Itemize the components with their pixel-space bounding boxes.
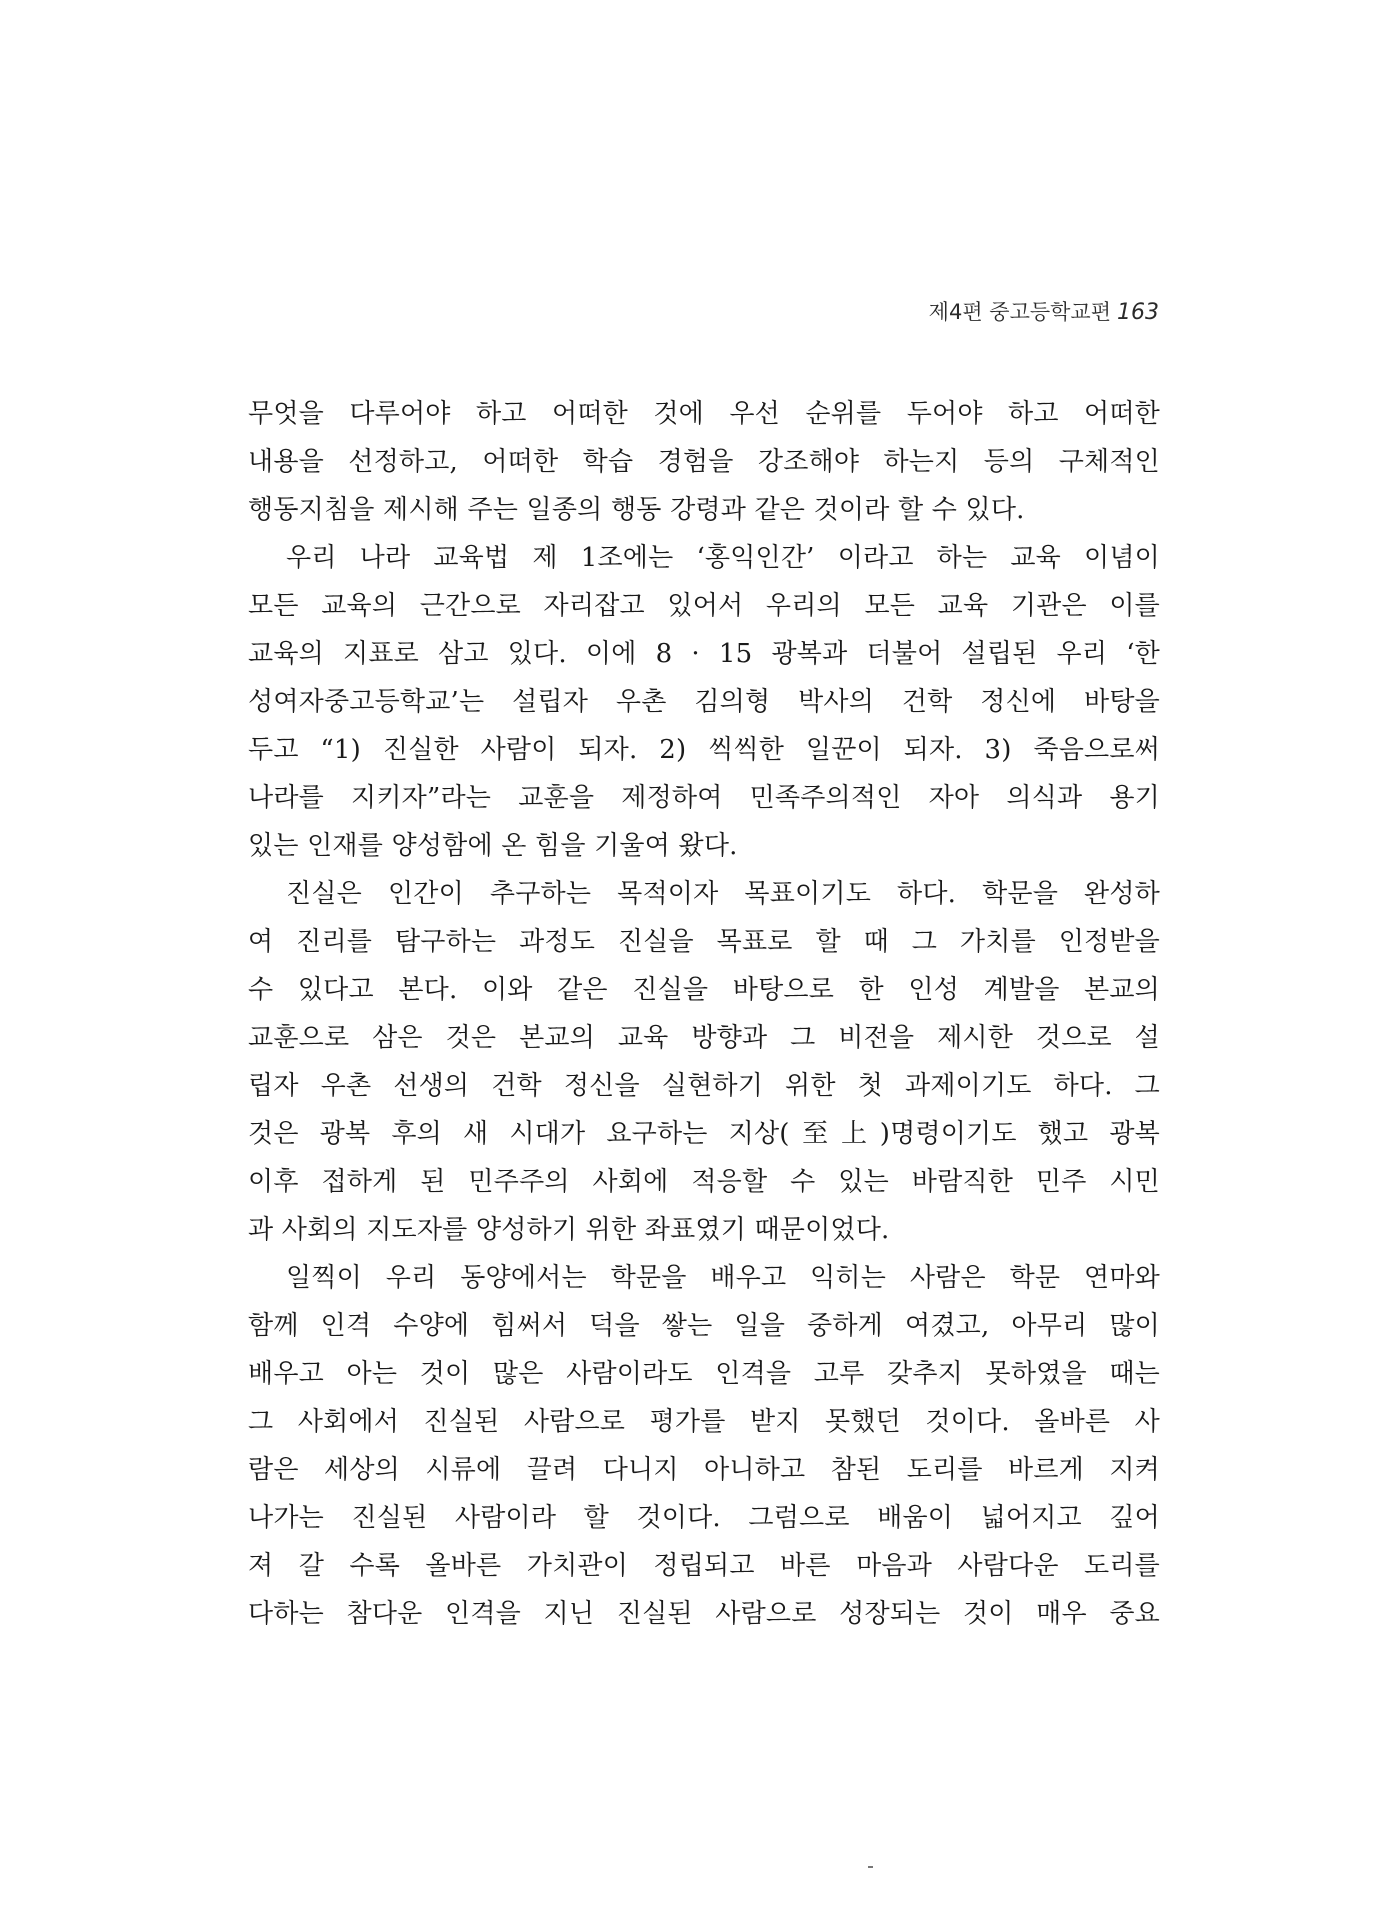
text-line: 져 갈 수록 올바른 가치관이 정립되고 바른 마음과 사람다운 도리를	[248, 1551, 1160, 1581]
text-line: 배우고 아는 것이 많은 사람이라도 인격을 고루 갖추지 못하였을 때는	[248, 1359, 1160, 1389]
section-title: 제4편 중고등학교편	[928, 300, 1111, 324]
text-line: 두고 “1) 진실한 사람이 되자. 2) 씩씩한 일꾼이 되자. 3) 죽음으로써	[248, 735, 1160, 765]
text-line: 교훈으로 삼은 것은 본교의 교육 방향과 그 비전을 제시한 것으로 설	[248, 1023, 1160, 1053]
text-line: 무엇을 다루어야 하고 어떠한 것에 우선 순위를 두어야 하고 어떠한	[248, 399, 1160, 429]
body-text	[248, 390, 1160, 1638]
text-line: 이후 접하게 된 민주주의 사회에 적응할 수 있는 바람직한 민주 시민	[248, 1167, 1160, 1197]
text-line: 나라를 지키자”라는 교훈을 제정하여 민족주의적인 자아 의식과 용기	[248, 783, 1160, 813]
text-line: 내용을 선정하고, 어떠한 학습 경험을 강조해야 하는지 등의 구체적인	[248, 447, 1160, 477]
text-line: 행동지침을 제시해 주는 일종의 행동 강령과 같은 것이라 할 수 있다.	[248, 495, 1025, 525]
text-line: 립자 우촌 선생의 건학 정신을 실현하기 위한 첫 과제이기도 하다. 그	[248, 1071, 1160, 1101]
text-line: 람은 세상의 시류에 끌려 다니지 아니하고 참된 도리를 바르게 지켜	[248, 1455, 1160, 1485]
text-line: 진실은 인간이 추구하는 목적이자 목표이기도 하다. 학문을 완성하	[286, 879, 1160, 909]
text-line: 일찍이 우리 동양에서는 학문을 배우고 익히는 사람은 학문 연마와	[286, 1263, 1160, 1293]
text-line: 교육의 지표로 삼고 있다. 이에 8 · 15 광복과 더불어 설립된 우리 ‘한	[248, 639, 1160, 669]
text-line: 과 사회의 지도자를 양성하기 위한 좌표였기 때문이었다.	[248, 1215, 890, 1245]
text-line: 있는 인재를 양성함에 온 힘을 기울여 왔다.	[248, 831, 738, 861]
text-line: 그 사회에서 진실된 사람으로 평가를 받지 못했던 것이다. 올바른 사	[248, 1407, 1160, 1437]
text-line: 성여자중고등학교’는 설립자 우촌 김의형 박사의 건학 정신에 바탕을	[248, 687, 1160, 717]
text-line: 다하는 참다운 인격을 지닌 진실된 사람으로 성장되는 것이 매우 중요	[248, 1599, 1160, 1629]
scan-speck	[868, 1866, 873, 1868]
text-line: 우리 나라 교육법 제 1조에는 ‘홍익인간’ 이라고 하는 교육 이념이	[286, 543, 1160, 573]
page-number: 163	[1117, 300, 1159, 325]
text-line: 모든 교육의 근간으로 자리잡고 있어서 우리의 모든 교육 기관은 이를	[248, 591, 1160, 621]
text-line: 것은 광복 후의 새 시대가 요구하는 지상(至上)명령이기도 했고 광복	[248, 1119, 1160, 1149]
text-line: 여 진리를 탐구하는 과정도 진실을 목표로 할 때 그 가치를 인정받을	[248, 927, 1160, 957]
text-line: 수 있다고 본다. 이와 같은 진실을 바탕으로 한 인성 계발을 본교의	[248, 975, 1160, 1005]
running-header	[929, 296, 1159, 326]
text-line: 나가는 진실된 사람이라 할 것이다. 그럼으로 배움이 넓어지고 깊어	[248, 1503, 1160, 1533]
text-line: 함께 인격 수양에 힘써서 덕을 쌓는 일을 중하게 여겼고, 아무리 많이	[248, 1311, 1160, 1341]
